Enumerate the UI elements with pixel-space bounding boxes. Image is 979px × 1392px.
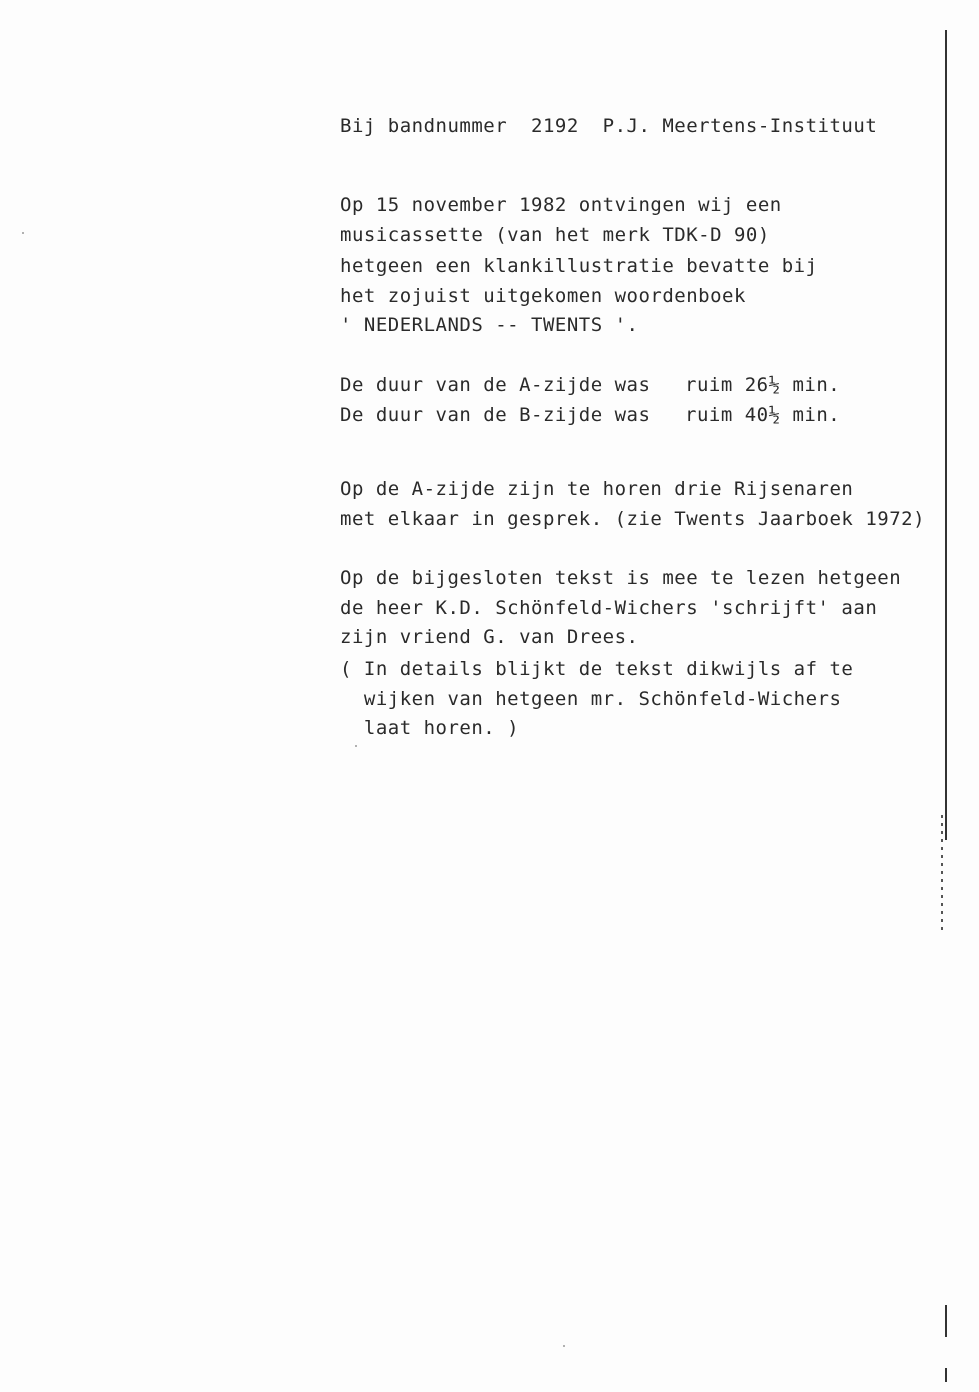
paragraph-line: de heer K.D. Schönfeld-Wichers 'schrijft' aan xyxy=(340,597,878,619)
paragraph-line: musicassette (van het merk TDK-D 90) xyxy=(340,224,770,246)
paragraph-line: laat horen. ) xyxy=(340,717,520,739)
duration-label-a: De duur van de A-zijde was xyxy=(340,374,651,396)
scan-speck xyxy=(22,232,24,234)
header-line: Bij bandnummer 2192 P.J. Meertens-Instituut xyxy=(340,115,878,137)
duration-label-b: De duur van de B-zijde was xyxy=(340,404,651,426)
paragraph-line: Op de bijgesloten tekst is mee te lezen hetgeen xyxy=(340,567,902,589)
paragraph-line: Op 15 november 1982 ontvingen wij een xyxy=(340,194,782,216)
paragraph-line: zijn vriend G. van Drees. xyxy=(340,626,639,648)
paragraph-line: Op de A-zijde zijn te horen drie Rijsenaren xyxy=(340,478,854,500)
paragraph-line: wijken van hetgeen mr. Schönfeld-Wichers xyxy=(340,688,842,710)
paragraph-line: ' NEDERLANDS -- TWENTS '. xyxy=(340,314,639,336)
scan-speck xyxy=(563,1345,565,1347)
paragraph-line: het zojuist uitgekomen woordenboek xyxy=(340,285,746,307)
duration-value-a: ruim 26½ min. xyxy=(685,374,841,396)
scan-edge-mark xyxy=(945,1305,947,1337)
scan-edge-dots xyxy=(941,815,943,935)
paragraph-line: ( In details blijkt de tekst dikwijls af te xyxy=(340,658,854,680)
duration-value-b: ruim 40½ min. xyxy=(685,404,841,426)
paragraph-line: met elkaar in gesprek. (zie Twents Jaarboek 1972) xyxy=(340,508,926,530)
scan-edge-line xyxy=(945,30,947,840)
scan-edge-mark xyxy=(945,1368,947,1382)
paragraph-line: hetgeen een klankillustratie bevatte bij xyxy=(340,255,818,277)
scan-speck xyxy=(355,745,357,747)
